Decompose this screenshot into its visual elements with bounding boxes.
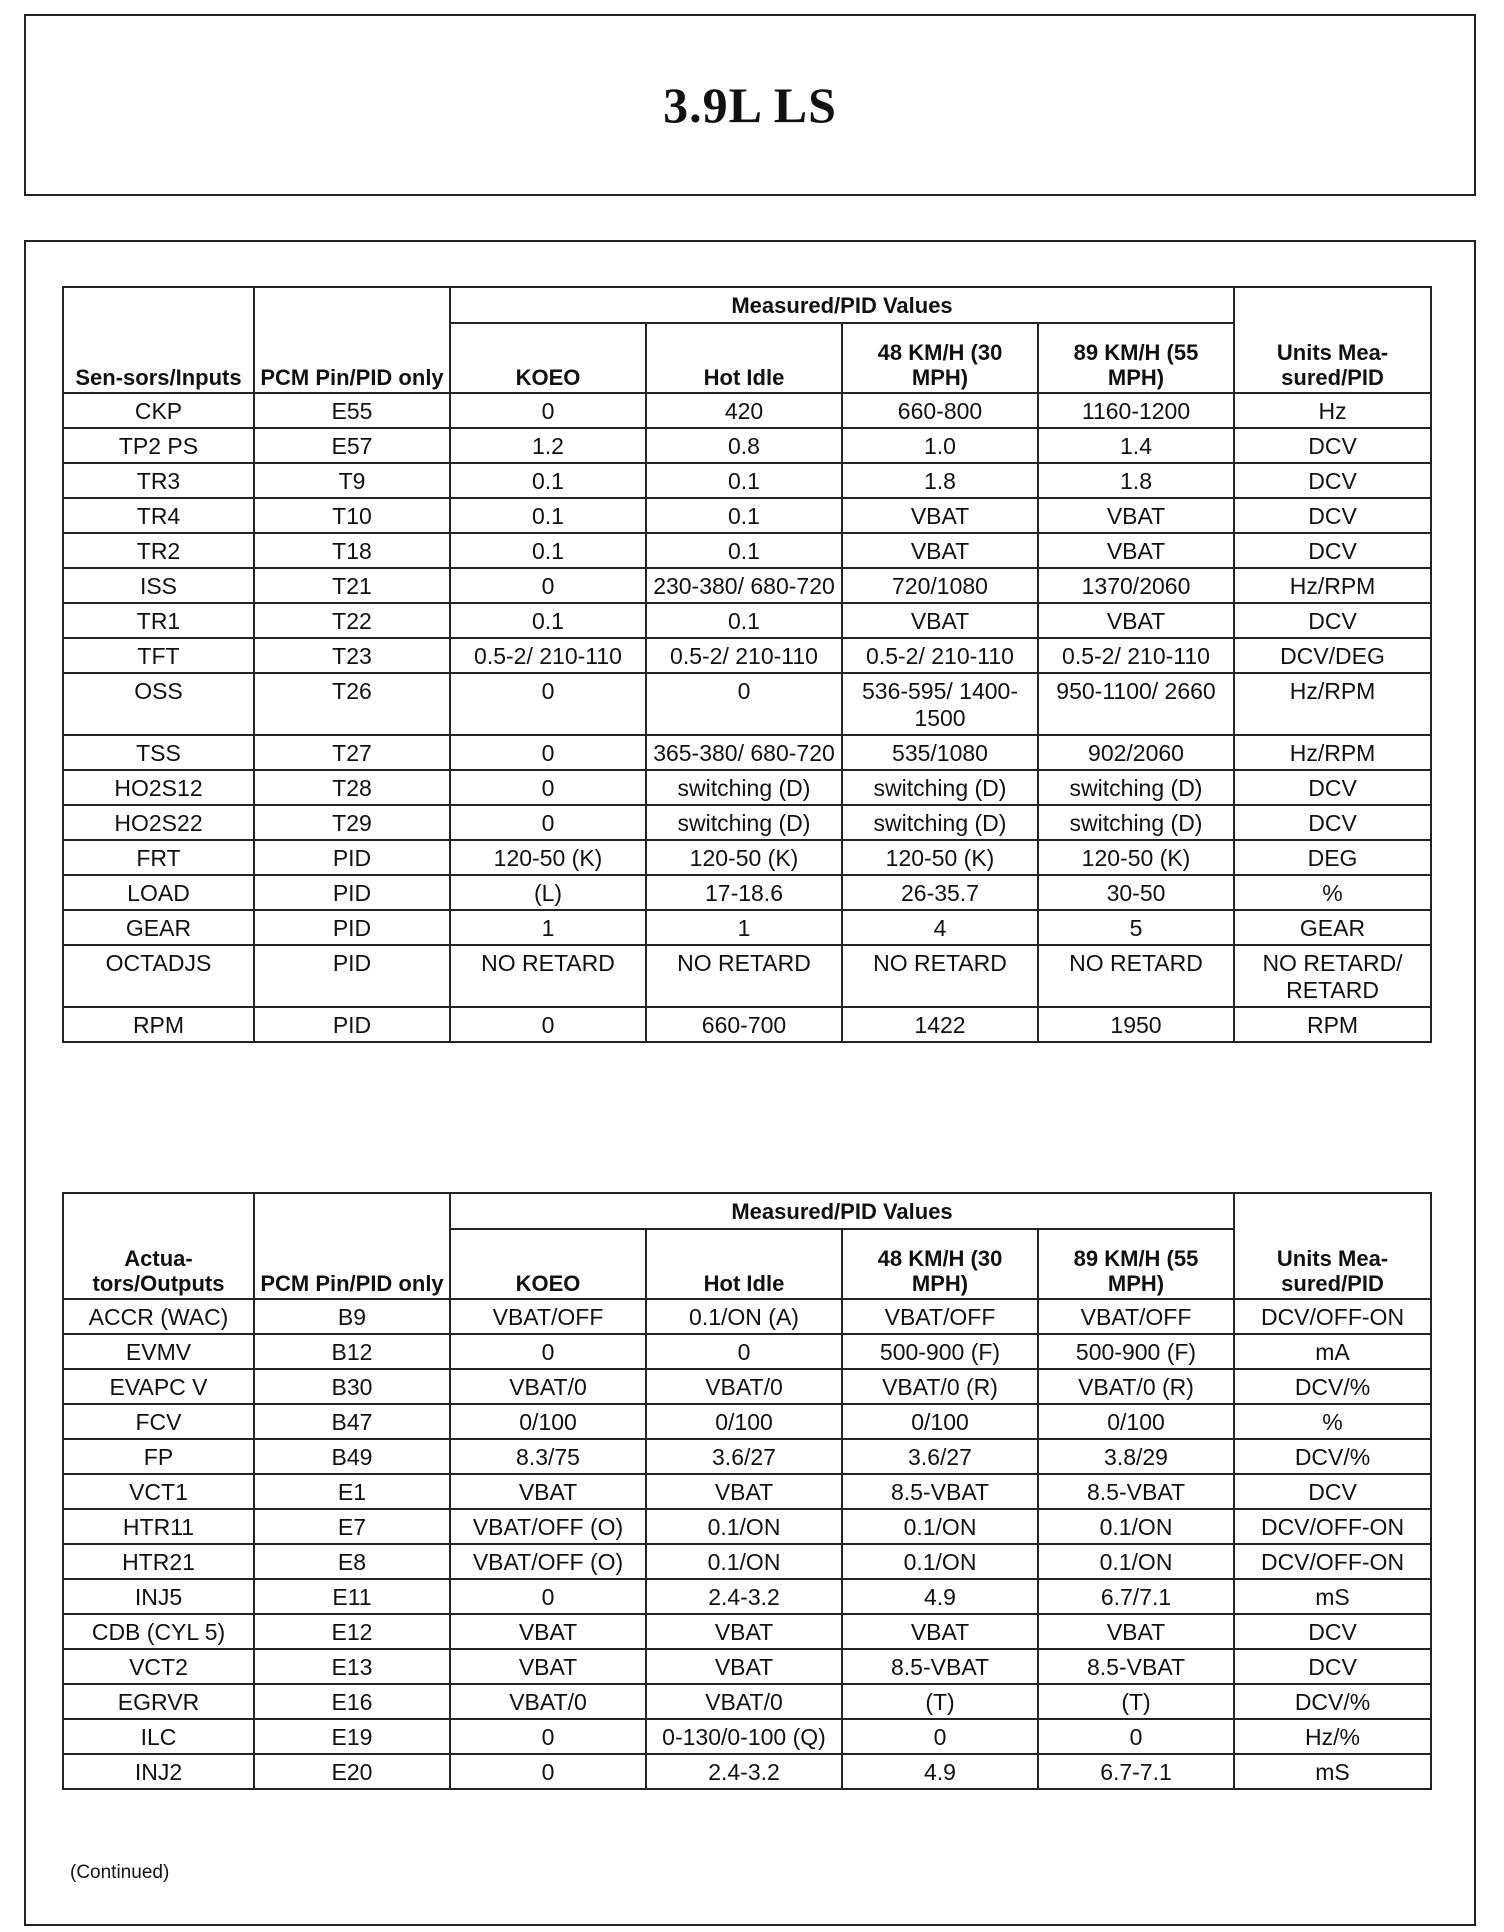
table-cell: 0/100 bbox=[1038, 1404, 1234, 1439]
table-cell: DCV bbox=[1234, 428, 1431, 463]
table-cell: 0 bbox=[450, 805, 646, 840]
table-row bbox=[63, 1334, 1431, 1369]
table-row bbox=[63, 945, 1431, 1007]
table-cell: VCT2 bbox=[63, 1649, 254, 1684]
table-cell: VBAT bbox=[450, 1614, 646, 1649]
table-cell: E1 bbox=[254, 1474, 450, 1509]
table-cell: T23 bbox=[254, 638, 450, 673]
table-cell: 30-50 bbox=[1038, 875, 1234, 910]
table-cell: GEAR bbox=[1234, 910, 1431, 945]
table-cell: EVMV bbox=[63, 1334, 254, 1369]
table-cell: 0 bbox=[646, 1334, 842, 1369]
table-cell: ILC bbox=[63, 1719, 254, 1754]
col-header-koeo: KOEO bbox=[450, 323, 646, 393]
table-cell: VBAT/0 bbox=[646, 1684, 842, 1719]
table-cell: 120-50 (K) bbox=[646, 840, 842, 875]
table-cell: NO RETARD bbox=[1038, 945, 1234, 1007]
table-cell: VBAT/0 (R) bbox=[842, 1369, 1038, 1404]
table-cell: 3.8/29 bbox=[1038, 1439, 1234, 1474]
table-cell: 120-50 (K) bbox=[1038, 840, 1234, 875]
table-cell: VBAT/OFF (O) bbox=[450, 1544, 646, 1579]
table-cell: TP2 PS bbox=[63, 428, 254, 463]
table-cell: T29 bbox=[254, 805, 450, 840]
table-cell: 1.0 bbox=[842, 428, 1038, 463]
table-cell: E55 bbox=[254, 393, 450, 428]
table-cell: 0 bbox=[646, 673, 842, 735]
table-cell: TFT bbox=[63, 638, 254, 673]
table-row bbox=[63, 393, 1431, 428]
table-cell: DCV/OFF-ON bbox=[1234, 1299, 1431, 1334]
table-cell: switching (D) bbox=[842, 770, 1038, 805]
table-cell: HO2S12 bbox=[63, 770, 254, 805]
table-row bbox=[63, 638, 1431, 673]
table-cell: B12 bbox=[254, 1334, 450, 1369]
table-cell: DCV bbox=[1234, 805, 1431, 840]
table-cell: 536-595/ 1400-1500 bbox=[842, 673, 1038, 735]
table-cell: Hz/RPM bbox=[1234, 735, 1431, 770]
table-row bbox=[63, 1544, 1431, 1579]
col-header-sensors-inputs: Sen-sors/Inputs bbox=[63, 287, 254, 393]
table-cell: 0.1/ON bbox=[646, 1544, 842, 1579]
table-cell: 535/1080 bbox=[842, 735, 1038, 770]
table-cell: OCTADJS bbox=[63, 945, 254, 1007]
table-cell: DCV/OFF-ON bbox=[1234, 1509, 1431, 1544]
table-cell: mS bbox=[1234, 1579, 1431, 1614]
table-cell: RPM bbox=[1234, 1007, 1431, 1042]
table-cell: HTR21 bbox=[63, 1544, 254, 1579]
table-cell: % bbox=[1234, 875, 1431, 910]
table-cell: (T) bbox=[842, 1684, 1038, 1719]
table-cell: 0.5-2/ 210-110 bbox=[450, 638, 646, 673]
table-cell: TSS bbox=[63, 735, 254, 770]
table-cell: PID bbox=[254, 910, 450, 945]
table-cell: 4.9 bbox=[842, 1754, 1038, 1789]
table-cell: 5 bbox=[1038, 910, 1234, 945]
page-title: 3.9L LS bbox=[663, 77, 837, 133]
table-cell: Hz bbox=[1234, 393, 1431, 428]
table-cell: 0 bbox=[450, 673, 646, 735]
table-cell: 0 bbox=[450, 1007, 646, 1042]
table-cell: 230-380/ 680-720 bbox=[646, 568, 842, 603]
table-cell: 3.6/27 bbox=[646, 1439, 842, 1474]
table-cell: T10 bbox=[254, 498, 450, 533]
col-header-hot-idle: Hot Idle bbox=[646, 323, 842, 393]
table-cell: DCV bbox=[1234, 1649, 1431, 1684]
continued-note: (Continued) bbox=[70, 1862, 170, 1883]
table-cell: T9 bbox=[254, 463, 450, 498]
table-cell: CKP bbox=[63, 393, 254, 428]
table-cell: 0.5-2/ 210-110 bbox=[1038, 638, 1234, 673]
table-cell: 0 bbox=[1038, 1719, 1234, 1754]
table-cell: TR2 bbox=[63, 533, 254, 568]
table-cell: 950-1100/ 2660 bbox=[1038, 673, 1234, 735]
table-cell: 0.8 bbox=[646, 428, 842, 463]
table-cell: NO RETARD bbox=[646, 945, 842, 1007]
table-cell: PID bbox=[254, 875, 450, 910]
table-row bbox=[63, 805, 1431, 840]
table-row bbox=[63, 568, 1431, 603]
table-cell: VBAT/OFF bbox=[1038, 1299, 1234, 1334]
col-header-actuators-outputs: Actua-tors/Outputs bbox=[63, 1193, 254, 1299]
table-cell: 0.1 bbox=[450, 498, 646, 533]
table-cell: 6.7/7.1 bbox=[1038, 1579, 1234, 1614]
table-cell: 0.1/ON (A) bbox=[646, 1299, 842, 1334]
table-cell: FCV bbox=[63, 1404, 254, 1439]
table-cell: 0.1/ON bbox=[1038, 1509, 1234, 1544]
table-row bbox=[63, 840, 1431, 875]
table-cell: VBAT bbox=[842, 1614, 1038, 1649]
table-cell: VBAT bbox=[842, 498, 1038, 533]
table-cell: DCV bbox=[1234, 603, 1431, 638]
table-cell: VBAT bbox=[646, 1649, 842, 1684]
table-row bbox=[63, 1579, 1431, 1614]
table-cell: 0 bbox=[450, 1579, 646, 1614]
table-cell: NO RETARD/ RETARD bbox=[1234, 945, 1431, 1007]
col-header-units: Units Mea-sured/PID bbox=[1234, 1193, 1431, 1299]
table-cell: VBAT bbox=[1038, 533, 1234, 568]
table-cell: 0.1/ON bbox=[1038, 1544, 1234, 1579]
table-cell: 0 bbox=[450, 393, 646, 428]
table-row bbox=[63, 910, 1431, 945]
table-cell: PID bbox=[254, 1007, 450, 1042]
table-cell: TR1 bbox=[63, 603, 254, 638]
table-cell: VBAT bbox=[842, 533, 1038, 568]
table-cell: 8.5-VBAT bbox=[842, 1474, 1038, 1509]
table-cell: FP bbox=[63, 1439, 254, 1474]
table-row bbox=[63, 1719, 1431, 1754]
table-row bbox=[63, 1439, 1431, 1474]
table-cell: B47 bbox=[254, 1404, 450, 1439]
table-cell: 1160-1200 bbox=[1038, 393, 1234, 428]
table-cell: VBAT/0 bbox=[450, 1369, 646, 1404]
table-cell: 8.5-VBAT bbox=[1038, 1649, 1234, 1684]
table-cell: 1.8 bbox=[842, 463, 1038, 498]
table-cell: CDB (CYL 5) bbox=[63, 1614, 254, 1649]
table-cell: switching (D) bbox=[1038, 805, 1234, 840]
col-header-units: Units Mea-sured/PID bbox=[1234, 287, 1431, 393]
table-cell: T21 bbox=[254, 568, 450, 603]
table-cell: 8.3/75 bbox=[450, 1439, 646, 1474]
table-cell: PID bbox=[254, 945, 450, 1007]
table-cell: PID bbox=[254, 840, 450, 875]
table-cell: DCV/OFF-ON bbox=[1234, 1544, 1431, 1579]
table-cell: B30 bbox=[254, 1369, 450, 1404]
table-row bbox=[63, 1684, 1431, 1719]
table-cell: mS bbox=[1234, 1754, 1431, 1789]
col-header-89kmh: 89 KM/H (55 MPH) bbox=[1038, 1229, 1234, 1299]
table-cell: 2.4-3.2 bbox=[646, 1754, 842, 1789]
table-cell: 4 bbox=[842, 910, 1038, 945]
table-cell: EVAPC V bbox=[63, 1369, 254, 1404]
table-cell: E20 bbox=[254, 1754, 450, 1789]
table-cell: 8.5-VBAT bbox=[842, 1649, 1038, 1684]
table-cell: B49 bbox=[254, 1439, 450, 1474]
table-row bbox=[63, 1614, 1431, 1649]
table-cell: 0/100 bbox=[842, 1404, 1038, 1439]
table-cell: E16 bbox=[254, 1684, 450, 1719]
table-cell: Hz/RPM bbox=[1234, 673, 1431, 735]
table-cell: NO RETARD bbox=[450, 945, 646, 1007]
table-row bbox=[63, 1474, 1431, 1509]
table-cell: switching (D) bbox=[646, 770, 842, 805]
table-cell: 0 bbox=[450, 1334, 646, 1369]
table-cell: 420 bbox=[646, 393, 842, 428]
table-cell: OSS bbox=[63, 673, 254, 735]
table-cell: 2.4-3.2 bbox=[646, 1579, 842, 1614]
measured-values-header: Measured/PID Values bbox=[450, 287, 1234, 323]
col-header-pcm-pin: PCM Pin/PID only bbox=[254, 1193, 450, 1299]
table-cell: 0.1 bbox=[450, 533, 646, 568]
table-cell: 1.2 bbox=[450, 428, 646, 463]
table-cell: FRT bbox=[63, 840, 254, 875]
col-header-hot-idle: Hot Idle bbox=[646, 1229, 842, 1299]
actuators-outputs-table bbox=[62, 1192, 1432, 1790]
table-cell: 0 bbox=[450, 1719, 646, 1754]
table-cell: VBAT bbox=[1038, 603, 1234, 638]
table-cell: INJ5 bbox=[63, 1579, 254, 1614]
table-row bbox=[63, 1649, 1431, 1684]
table-cell: 120-50 (K) bbox=[450, 840, 646, 875]
table-cell: E8 bbox=[254, 1544, 450, 1579]
table-cell: T22 bbox=[254, 603, 450, 638]
title-box bbox=[24, 14, 1476, 196]
table-cell: 120-50 (K) bbox=[842, 840, 1038, 875]
table-cell: 0.5-2/ 210-110 bbox=[646, 638, 842, 673]
table-cell: DCV/% bbox=[1234, 1684, 1431, 1719]
table-cell: VBAT/0 bbox=[646, 1369, 842, 1404]
table-cell: VBAT/0 bbox=[450, 1684, 646, 1719]
table-cell: VBAT bbox=[1038, 1614, 1234, 1649]
table-cell: VCT1 bbox=[63, 1474, 254, 1509]
table-cell: 17-18.6 bbox=[646, 875, 842, 910]
table-cell: 1370/2060 bbox=[1038, 568, 1234, 603]
table-cell: 0.1 bbox=[646, 603, 842, 638]
table-cell: VBAT bbox=[1038, 498, 1234, 533]
table-cell: 1422 bbox=[842, 1007, 1038, 1042]
table-cell: mA bbox=[1234, 1334, 1431, 1369]
table-cell: B9 bbox=[254, 1299, 450, 1334]
table-cell: 0-130/0-100 (Q) bbox=[646, 1719, 842, 1754]
table-cell: DCV bbox=[1234, 770, 1431, 805]
table-cell: 0/100 bbox=[450, 1404, 646, 1439]
table-cell: 720/1080 bbox=[842, 568, 1038, 603]
table-row bbox=[63, 673, 1431, 735]
table-cell: DCV bbox=[1234, 498, 1431, 533]
table-cell: E13 bbox=[254, 1649, 450, 1684]
col-header-pcm-pin: PCM Pin/PID only bbox=[254, 287, 450, 393]
sensors-inputs-table bbox=[62, 286, 1432, 1043]
table-cell: VBAT bbox=[450, 1474, 646, 1509]
table-cell: Hz/RPM bbox=[1234, 568, 1431, 603]
table-cell: DCV/% bbox=[1234, 1439, 1431, 1474]
table-cell: ACCR (WAC) bbox=[63, 1299, 254, 1334]
table-cell: E7 bbox=[254, 1509, 450, 1544]
table-cell: INJ2 bbox=[63, 1754, 254, 1789]
table-cell: (L) bbox=[450, 875, 646, 910]
table-cell: 26-35.7 bbox=[842, 875, 1038, 910]
table-cell: % bbox=[1234, 1404, 1431, 1439]
table-row bbox=[63, 463, 1431, 498]
table-cell: VBAT bbox=[646, 1614, 842, 1649]
table-row bbox=[63, 875, 1431, 910]
table-cell: DCV bbox=[1234, 533, 1431, 568]
table-cell: VBAT bbox=[842, 603, 1038, 638]
table-cell: VBAT/OFF (O) bbox=[450, 1509, 646, 1544]
table-cell: TR4 bbox=[63, 498, 254, 533]
table-cell: 0.1/ON bbox=[842, 1544, 1038, 1579]
table-cell: LOAD bbox=[63, 875, 254, 910]
table-cell: 0 bbox=[450, 770, 646, 805]
table-row bbox=[63, 1404, 1431, 1439]
table-row bbox=[63, 1754, 1431, 1789]
table-cell: 0.1/ON bbox=[842, 1509, 1038, 1544]
col-header-48kmh: 48 KM/H (30 MPH) bbox=[842, 323, 1038, 393]
table-cell: 0 bbox=[450, 735, 646, 770]
table-cell: DCV bbox=[1234, 1614, 1431, 1649]
table-cell: GEAR bbox=[63, 910, 254, 945]
table-cell: 8.5-VBAT bbox=[1038, 1474, 1234, 1509]
table-row bbox=[63, 1509, 1431, 1544]
col-header-koeo: KOEO bbox=[450, 1229, 646, 1299]
table-cell: NO RETARD bbox=[842, 945, 1038, 1007]
table-cell: 0.1 bbox=[450, 603, 646, 638]
table-cell: VBAT/OFF bbox=[842, 1299, 1038, 1334]
table-cell: 0 bbox=[842, 1719, 1038, 1754]
table-cell: 365-380/ 680-720 bbox=[646, 735, 842, 770]
table-cell: ISS bbox=[63, 568, 254, 603]
table-row bbox=[63, 735, 1431, 770]
table-cell: T28 bbox=[254, 770, 450, 805]
table-cell: E57 bbox=[254, 428, 450, 463]
table-cell: T26 bbox=[254, 673, 450, 735]
table-cell: T27 bbox=[254, 735, 450, 770]
table-cell: 0.1 bbox=[450, 463, 646, 498]
table-cell: 500-900 (F) bbox=[842, 1334, 1038, 1369]
table-cell: switching (D) bbox=[842, 805, 1038, 840]
table-cell: 6.7-7.1 bbox=[1038, 1754, 1234, 1789]
table-cell: EGRVR bbox=[63, 1684, 254, 1719]
table-row bbox=[63, 770, 1431, 805]
table-cell: 4.9 bbox=[842, 1579, 1038, 1614]
table-cell: RPM bbox=[63, 1007, 254, 1042]
table-cell: VBAT/0 (R) bbox=[1038, 1369, 1234, 1404]
table-cell: switching (D) bbox=[646, 805, 842, 840]
table-cell: 0 bbox=[450, 1754, 646, 1789]
col-header-48kmh: 48 KM/H (30 MPH) bbox=[842, 1229, 1038, 1299]
table-cell: 3.6/27 bbox=[842, 1439, 1038, 1474]
table-cell: VBAT bbox=[450, 1649, 646, 1684]
table-cell: DCV bbox=[1234, 463, 1431, 498]
content-frame bbox=[24, 240, 1476, 1926]
table-cell: VBAT/OFF bbox=[450, 1299, 646, 1334]
table-cell: 1950 bbox=[1038, 1007, 1234, 1042]
table-cell: 1.4 bbox=[1038, 428, 1234, 463]
table-row bbox=[63, 603, 1431, 638]
table-cell: 660-800 bbox=[842, 393, 1038, 428]
table-cell: 500-900 (F) bbox=[1038, 1334, 1234, 1369]
table-cell: 0 bbox=[450, 568, 646, 603]
table-cell: E11 bbox=[254, 1579, 450, 1614]
table-row bbox=[63, 1007, 1431, 1042]
table-cell: 0/100 bbox=[646, 1404, 842, 1439]
table-cell: VBAT bbox=[646, 1474, 842, 1509]
table-cell: TR3 bbox=[63, 463, 254, 498]
table-cell: DCV bbox=[1234, 1474, 1431, 1509]
table-cell: 902/2060 bbox=[1038, 735, 1234, 770]
table-row bbox=[63, 1299, 1431, 1334]
table-cell: HO2S22 bbox=[63, 805, 254, 840]
table-row bbox=[63, 1369, 1431, 1404]
table-cell: 1.8 bbox=[1038, 463, 1234, 498]
table-cell: 0.1 bbox=[646, 498, 842, 533]
table-cell: 0.1/ON bbox=[646, 1509, 842, 1544]
measured-values-header: Measured/PID Values bbox=[450, 1193, 1234, 1229]
table-cell: 1 bbox=[646, 910, 842, 945]
table-cell: HTR11 bbox=[63, 1509, 254, 1544]
table-cell: 0.1 bbox=[646, 533, 842, 568]
table-row bbox=[63, 498, 1431, 533]
table-cell: 0.1 bbox=[646, 463, 842, 498]
table-row bbox=[63, 533, 1431, 568]
table-cell: 0.5-2/ 210-110 bbox=[842, 638, 1038, 673]
table-cell: E19 bbox=[254, 1719, 450, 1754]
table-cell: (T) bbox=[1038, 1684, 1234, 1719]
table-cell: E12 bbox=[254, 1614, 450, 1649]
table-cell: Hz/% bbox=[1234, 1719, 1431, 1754]
table-cell: 1 bbox=[450, 910, 646, 945]
table-row bbox=[63, 428, 1431, 463]
table-cell: switching (D) bbox=[1038, 770, 1234, 805]
col-header-89kmh: 89 KM/H (55 MPH) bbox=[1038, 323, 1234, 393]
table-cell: DCV/% bbox=[1234, 1369, 1431, 1404]
table-cell: DEG bbox=[1234, 840, 1431, 875]
table-cell: T18 bbox=[254, 533, 450, 568]
table-cell: DCV/DEG bbox=[1234, 638, 1431, 673]
table-cell: 660-700 bbox=[646, 1007, 842, 1042]
